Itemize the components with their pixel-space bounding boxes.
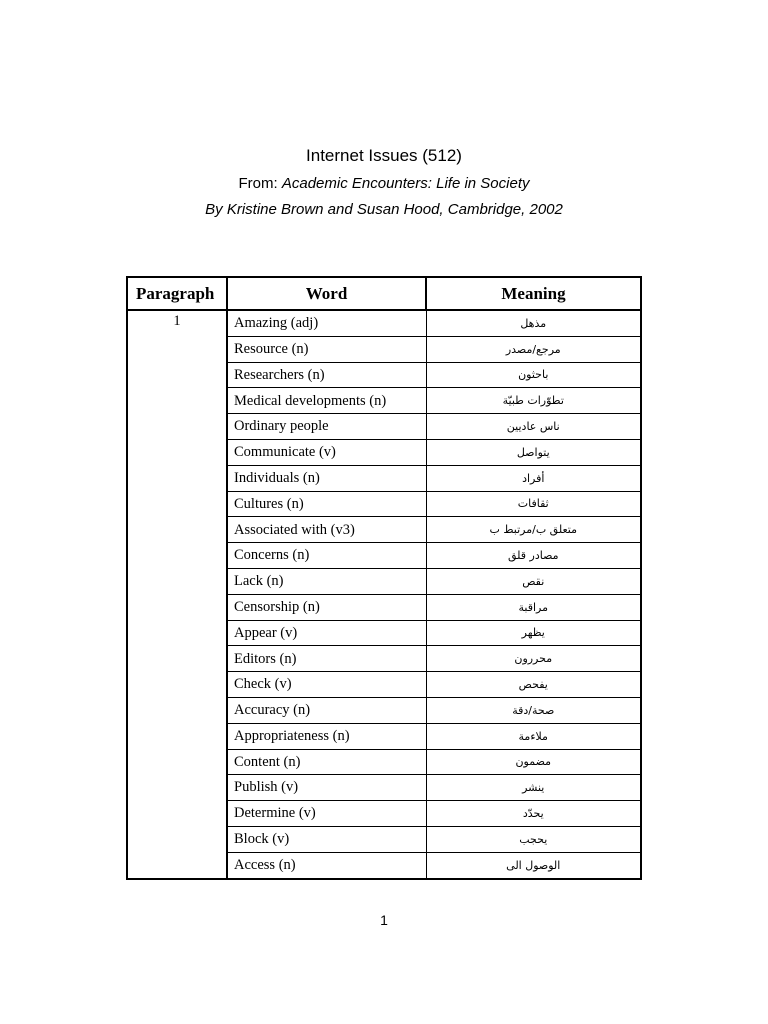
meaning-cell: صحة/دقة (426, 697, 641, 723)
word-cell: Ordinary people (227, 414, 426, 440)
meaning-cell: ملاءمة (426, 723, 641, 749)
meaning-cell: مصادر قلق (426, 543, 641, 569)
meaning-cell: يفحص (426, 672, 641, 698)
word-cell: Check (v) (227, 672, 426, 698)
word-cell: Appear (v) (227, 620, 426, 646)
meaning-cell: ثقافات (426, 491, 641, 517)
word-cell: Accuracy (n) (227, 697, 426, 723)
word-cell: Associated with (v3) (227, 517, 426, 543)
meaning-cell: يحدّد (426, 801, 641, 827)
meaning-cell: مذهل (426, 310, 641, 336)
meaning-cell: يظهر (426, 620, 641, 646)
word-cell: Block (v) (227, 826, 426, 852)
meaning-cell: يتواصل (426, 439, 641, 465)
word-cell: Communicate (v) (227, 439, 426, 465)
word-cell: Determine (v) (227, 801, 426, 827)
meaning-cell: تطوّرات طبيّة (426, 388, 641, 414)
word-cell: Cultures (n) (227, 491, 426, 517)
word-cell: Access (n) (227, 852, 426, 878)
meaning-cell: يحجب (426, 826, 641, 852)
source-line (0, 175, 768, 192)
meaning-cell: محررون (426, 646, 641, 672)
word-cell: Lack (n) (227, 568, 426, 594)
word-cell: Content (n) (227, 749, 426, 775)
meaning-cell: مراقبة (426, 594, 641, 620)
header-meaning: Meaning (426, 277, 641, 310)
table-header-row (127, 277, 641, 310)
word-cell: Censorship (n) (227, 594, 426, 620)
meaning-cell: متعلق ب/مرتبط ب (426, 517, 641, 543)
word-cell: Appropriateness (n) (227, 723, 426, 749)
word-cell: Individuals (n) (227, 465, 426, 491)
header-word: Word (227, 277, 426, 310)
source-prefix: From: (238, 175, 282, 192)
document-title: Internet Issues (512) (306, 146, 462, 165)
meaning-cell: باحثون (426, 362, 641, 388)
vocabulary-table (126, 276, 642, 880)
header-paragraph: Paragraph (127, 277, 227, 310)
word-cell: Publish (v) (227, 775, 426, 801)
word-cell: Researchers (n) (227, 362, 426, 388)
word-cell: Medical developments (n) (227, 388, 426, 414)
meaning-cell: نقص (426, 568, 641, 594)
table-body (127, 310, 641, 879)
meaning-cell: ناس عاديين (426, 414, 641, 440)
paragraph-number-cell: 1 (127, 310, 227, 879)
authors-line: By Kristine Brown and Susan Hood, Cambridge, 2002 (205, 201, 563, 218)
meaning-cell: ينشر (426, 775, 641, 801)
meaning-cell: مرجع/مصدر (426, 336, 641, 362)
source-title: Academic Encounters: Life in Society (281, 175, 530, 192)
meaning-cell: مضمون (426, 749, 641, 775)
page-number: 1 (380, 912, 388, 928)
word-cell: Resource (n) (227, 336, 426, 362)
meaning-cell: الوصول الى (426, 852, 641, 878)
word-cell: Concerns (n) (227, 543, 426, 569)
word-cell: Editors (n) (227, 646, 426, 672)
table-row (127, 310, 641, 336)
meaning-cell: أفراد (426, 465, 641, 491)
word-cell: Amazing (adj) (227, 310, 426, 336)
